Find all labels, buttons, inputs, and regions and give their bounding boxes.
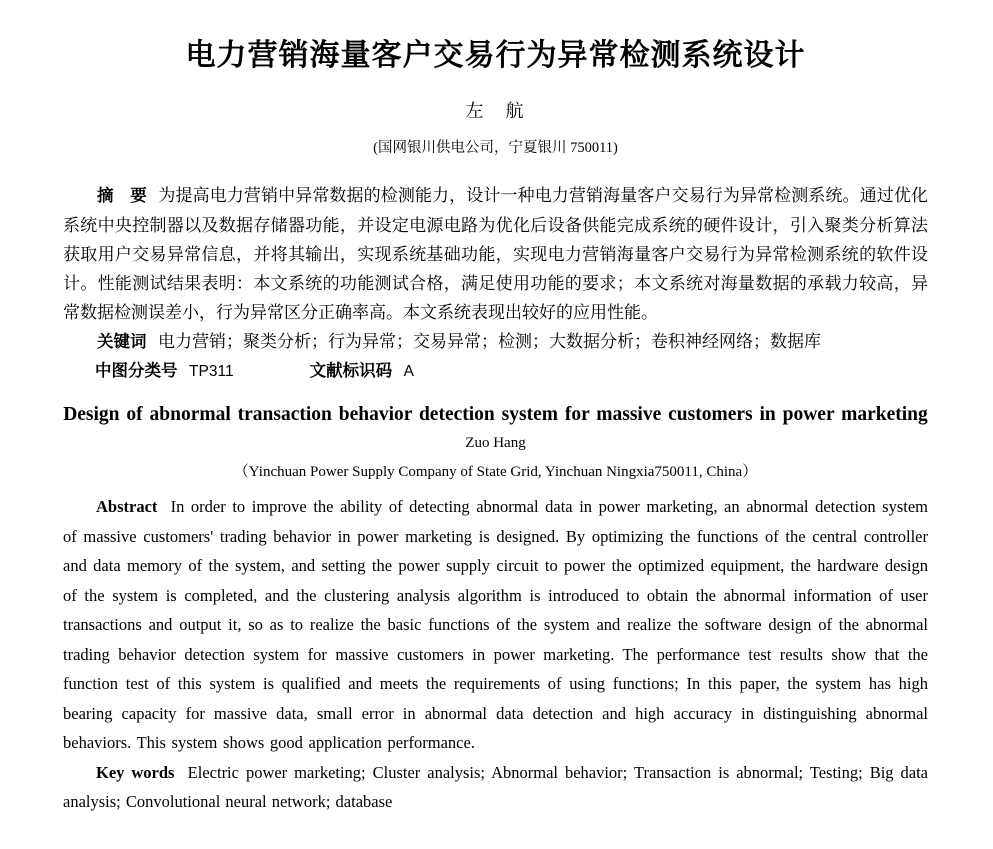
keywords-en-text: Electric power marketing; Cluster analysis; Abnormal behavior; Transaction is abnormal; Testing; Big data analysis; Convolutional neural network; database [63,762,928,811]
keywords-zh-label: 关键词 [97,333,147,351]
doc-code-label: 文献标识码 [309,362,393,380]
abstract-zh-paragraph [63,181,928,327]
keywords-en-label: Key words [96,762,175,782]
abstract-en-text: In order to improve the ability of detecting abnormal data in power marketing, an abnormal detection system of massive customers' trading behavior in power marketing is designed. By optimizing the functions of the central controller and data memory of the system, and setting the power supply circuit to power the optimized equipment, the hardware design of the system is completed, and the clustering analysis algorithm is introduced to obtain the abnormal information of user transactions and output it, so as to realize the basic functions of the system and realize the software design of the abnormal trading behavior detection system for massive customers in power marketing. The performance test results show that the function test of this system is qualified and meets the requirements of using functions; In this paper, the system has high bearing capacity for massive data, small error in abnormal data detection and high accuracy in distinguishing abnormal behaviors. This system shows good application performance. [63,497,928,752]
abstract-en-paragraph [63,492,928,758]
author-en: Zuo Hang [465,435,526,451]
keywords-en-row [63,758,928,817]
classification-row [63,357,928,386]
paper-title-en: Design of abnormal transaction behavior detection system for massive customers in power marketing [63,404,928,425]
affiliation-en: （Yinchuan Power Supply Company of State Grid, Yinchuan Ningxia750011, China） [233,464,758,480]
doc-code-value: A [403,363,414,380]
author-zh: 左 航 [465,101,526,121]
clc-label: 中图分类号 [95,362,178,380]
abstract-zh-text: 为提高电力营销中异常数据的检测能力，设计一种电力营销海量客户交易行为异常检测系统。通过优化系统中央控制器以及数据存储器功能，并设定电源电路为优化后设备供能完成系统的硬件设计，引入聚类分析算法获取用户交易异常信息，并将其输出，实现系统基础功能，实现电力营销海量客户交易行为异常检测系统的软件设计。性能测试结果表明：本文系统的功能测试合格，满足使用功能的要求；本文系统对海量数据的承载力较高，异常数据检测误差小，行为异常区分正确率高。本文系统表现出较好的应用性能。 [63,186,929,322]
clc-value: TP311 [189,363,234,380]
affiliation-zh: (国网银川供电公司，宁夏银川 750011) [373,140,618,156]
paper-title-zh: 电力营销海量客户交易行为异常检测系统设计 [185,39,806,72]
abstract-en-label: Abstract [96,497,158,516]
abstract-zh-label: 摘 要 [97,187,147,205]
keywords-zh-text: 电力营销；聚类分析；行为异常；交易异常；检测；大数据分析；卷积神经网络；数据库 [158,332,822,351]
keywords-zh-row [63,327,928,357]
